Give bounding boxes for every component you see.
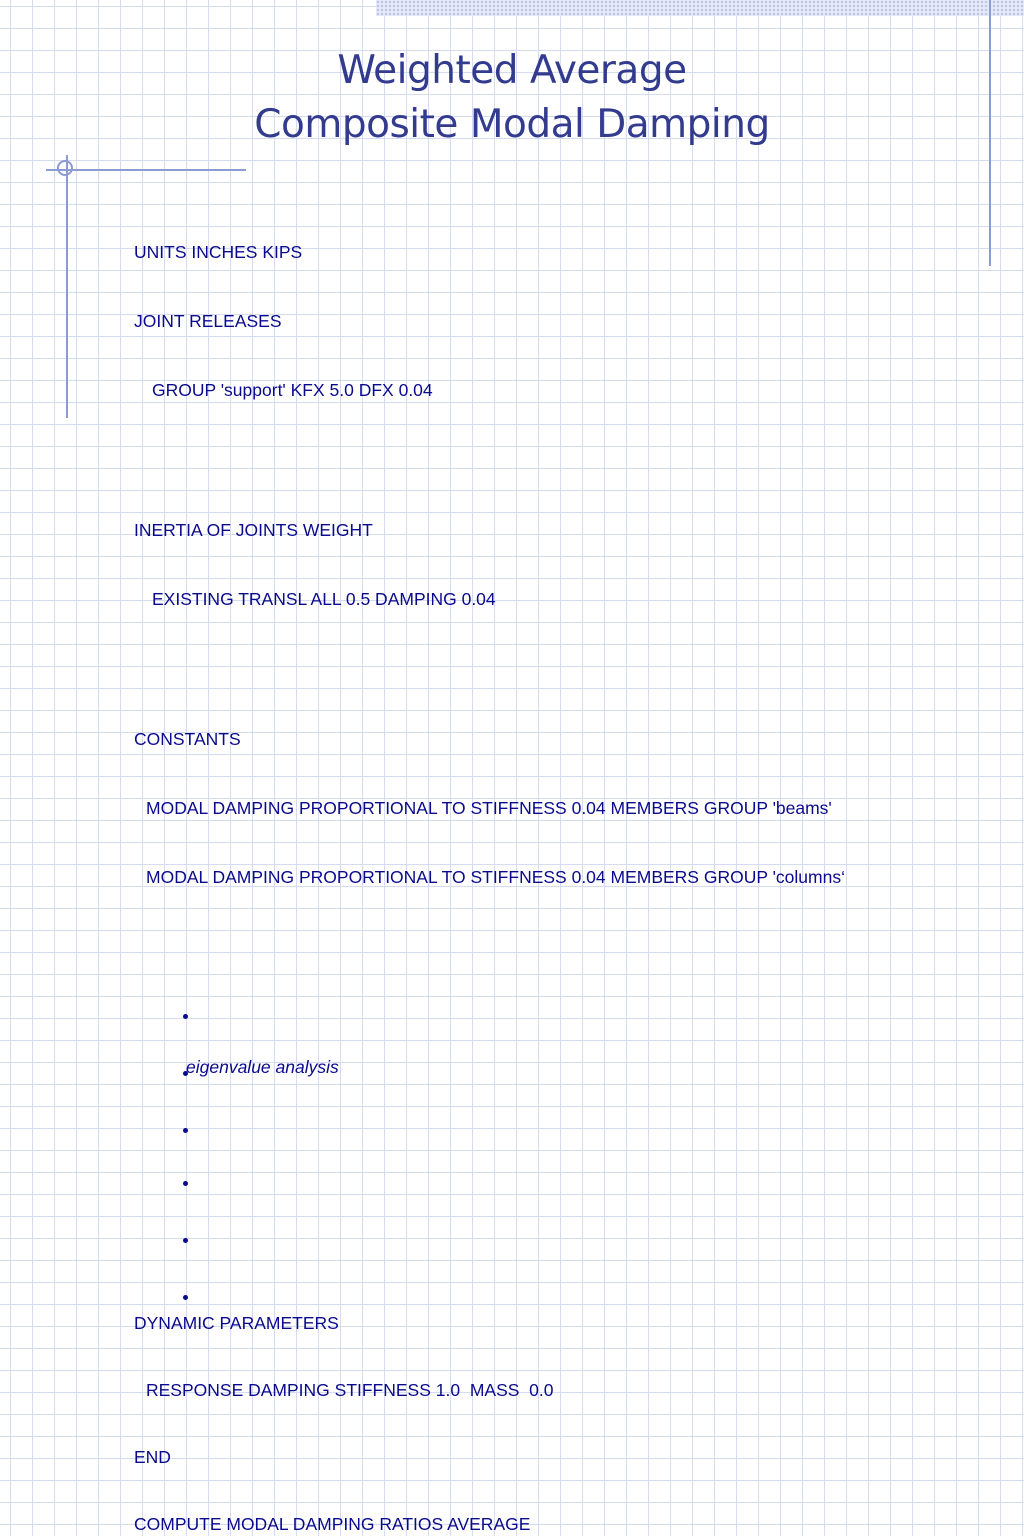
ellipsis-dots-icon [134, 1135, 845, 1173]
spacer [134, 1242, 845, 1267]
dot-icon [183, 1014, 188, 1019]
code-line: RESPONSE DAMPING STIFFNESS 1.0 MASS 0.0 [146, 1380, 554, 1400]
code-line: DYNAMIC PARAMETERS [134, 1313, 339, 1333]
code-line: INERTIA OF JOINTS WEIGHT [134, 520, 373, 540]
title-line-1: Weighted Average [337, 48, 687, 93]
top-decorative-band [376, 0, 1024, 16]
ellipsis-dots-icon [134, 968, 845, 1006]
code-line: MODAL DAMPING PROPORTIONAL TO STIFFNESS 0.04 MEMBERS GROUP 'beams' [146, 798, 832, 818]
horizontal-rule [46, 169, 246, 171]
title-line-2: Composite Modal Damping [254, 102, 770, 147]
spacer [134, 657, 845, 682]
code-line: END [134, 1447, 171, 1467]
left-vertical-rule [66, 155, 68, 418]
spacer [134, 448, 845, 473]
code-line: GROUP 'support' KFX 5.0 DFX 0.04 [152, 380, 433, 400]
code-line: COMPUTE MODAL DAMPING RATIOS AVERAGE [134, 1514, 531, 1534]
code-listing [134, 195, 845, 1536]
code-line: UNITS INCHES KIPS [134, 242, 303, 262]
dot-icon [183, 1295, 188, 1300]
code-line: CONSTANTS [134, 729, 241, 749]
eigenvalue-note: eigenvalue analysis [186, 1057, 339, 1077]
slide-title [0, 44, 1024, 152]
crosshair-circle-icon [57, 160, 73, 176]
code-line: MODAL DAMPING PROPORTIONAL TO STIFFNESS 0.04 MEMBERS GROUP 'columns‘ [146, 867, 845, 887]
dot-icon [183, 1181, 188, 1186]
dot-icon [183, 1128, 188, 1133]
code-line: JOINT RELEASES [134, 311, 282, 331]
code-line: EXISTING TRANSL ALL 0.5 DAMPING 0.04 [152, 589, 496, 609]
